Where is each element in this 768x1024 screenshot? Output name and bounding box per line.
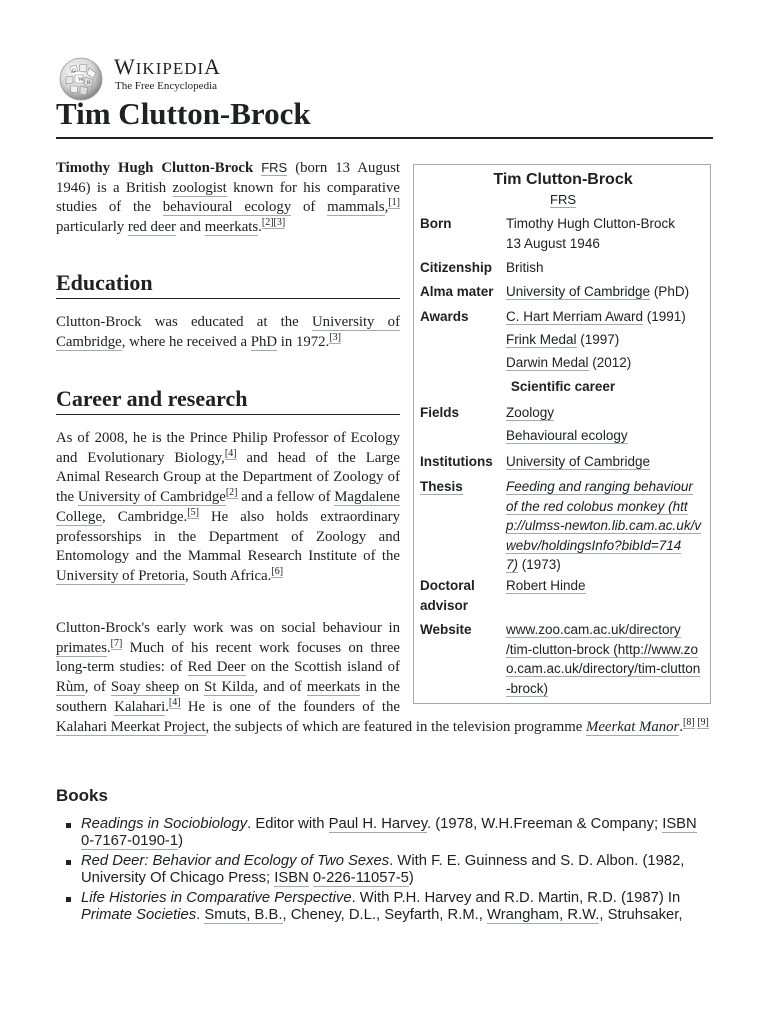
wikipedia-tagline: The Free Encyclopedia — [115, 80, 218, 92]
citation-4[interactable]: [4] — [168, 696, 181, 708]
frs-link[interactable]: FRS — [261, 160, 288, 175]
citation-4[interactable]: [4] — [224, 447, 237, 459]
list-item: Life Histories in Comparative Perspective. With P.H. Harvey and R.D. Martin, R.D. (1987) In Primate Societies. Smuts, B.B., Cheney, D.L., Seyfarth, R.M., Wrangham, R.W., Struhsaker, — [56, 890, 713, 924]
wikipedia-globe-icon — [56, 55, 106, 101]
isbn-link[interactable]: ISBN — [662, 816, 697, 832]
st-kilda-link[interactable]: St Kilda — [204, 679, 255, 696]
infobox-label-citizenship: Citizenship — [420, 260, 493, 275]
university-of-cambridge-link[interactable]: University of Cambridge — [56, 314, 401, 350]
infobox-frs-link[interactable]: FRS — [550, 192, 576, 207]
bullet-icon — [66, 897, 71, 902]
smuts-link[interactable]: Smuts, B.B. — [204, 907, 283, 923]
born-name: Timothy Hugh Clutton-Brock — [506, 216, 676, 231]
field-zoology-link[interactable]: Zoology — [506, 405, 555, 420]
zoologist-link[interactable]: zoologist — [172, 179, 227, 196]
mammals-link[interactable]: mammals — [327, 199, 385, 216]
scientific-career-header: Scientific career — [510, 379, 616, 394]
bullet-icon — [66, 860, 71, 865]
red-deer-link[interactable]: Red Deer — [187, 659, 246, 676]
soay-sheep-link[interactable]: Soay sheep — [110, 679, 180, 696]
institution-link[interactable]: University of Cambridge — [506, 454, 651, 469]
phd-link[interactable]: PhD — [250, 333, 278, 350]
thesis-label-link[interactable]: Thesis — [420, 479, 463, 494]
career-heading: Career and research — [56, 386, 248, 411]
citation-9[interactable]: [9] — [697, 716, 709, 728]
field-behavioural-ecology-link[interactable]: Behavioural ecology — [506, 428, 628, 443]
citation-3[interactable]: [3] — [273, 217, 286, 229]
infobox-title: Tim Clutton-Brock — [493, 171, 633, 188]
education-paragraph: Clutton-Brock was educated at the University of Cambridge, where he received a PhD in 1972.[3] — [56, 314, 401, 350]
citation-5[interactable]: [5] — [187, 506, 199, 518]
infobox-label-institutions: Institutions — [420, 454, 493, 469]
isbn-link[interactable]: ISBN — [274, 870, 309, 886]
citation-3[interactable]: [3] — [329, 331, 341, 343]
alma-mater-link[interactable]: University of Cambridge — [506, 284, 651, 299]
award-frink-link[interactable]: Frink Medal — [506, 332, 577, 347]
education-divider — [56, 298, 400, 299]
education-heading: Education — [56, 270, 153, 295]
thesis-link[interactable]: Feeding and ranging behaviour of the red colobus monkey (htt p://ulmss-newton.lib.cam.ac.uk/v webv/holdingsInfo?bibId=714 7) (1973) — [506, 479, 702, 572]
bullet-icon — [66, 823, 71, 828]
behavioural-ecology-link[interactable]: behavioural ecology — [162, 199, 292, 216]
career-paragraph-2: Clutton-Brock's early work was on social behaviour in primates.[7] Much of his recent work focuses on three long-term studies: of Red Deer on the Scottish island of Rùm, of Soay sheep on St Kilda, and of meerkats in the southern Kalahari.[4] He is one of the founders of the Kalahari Meerkat Project, the subjects of which are featured in the television programme Meerkat Manor.[8] [9] — [56, 619, 713, 737]
citation-1[interactable]: [1] — [388, 197, 400, 209]
intro-paragraph: Timothy Hugh Clutton-Brock FRS (born 13 August 1946) is a British zoologist known for his comparative studies of the behavioural ecology of mammals,[1] particularly red deer and meerkats.[2][3] — [56, 160, 401, 236]
svg-text:W: W — [78, 77, 84, 83]
list-item: Readings in Sociobiology. Editor with Paul H. Harvey. (1978, W.H.Freeman & Company; ISBN 0-7167-0190-1) — [56, 816, 713, 850]
paul-harvey-link[interactable]: Paul H. Harvey — [328, 816, 427, 832]
website-link[interactable]: www.zoo.cam.ac.uk/directory /tim-clutton-brock (http://www.zo o.cam.ac.uk/directory/tim-clutton -brock) — [506, 622, 701, 696]
red-deer-link[interactable]: red deer — [127, 219, 176, 236]
award-darwin-link[interactable]: Darwin Medal — [506, 355, 589, 370]
advisor-link[interactable]: Robert Hinde — [506, 578, 586, 593]
page-title: Tim Clutton-Brock — [56, 96, 311, 131]
university-of-cambridge-link[interactable]: University of Cambridge — [77, 489, 226, 506]
infobox: Tim Clutton-Brock FRS Born Timothy Hugh Clutton-Brock 13 August 1946 Citizenship British Alma mater University of Cambridge (PhD) Awards C. Hart Merriam Award (1991) Frink Medal (1997) Darwin Medal (2012) Scientific career Fields Zoology Behavioural ecology Institutions University of Cambridge Thesis Feeding and ranging behaviour of the red colobus monkey (htt p://ulmss-newton.lib.cam.ac.uk/v webv/holdingsInfo?bibId=714 7) (1973) Doctoral advisor Robert Hinde Website www.zoo.cam.ac.uk/directory /tim-clutton-brock (http://www.zo o.cam.ac.uk/directory/tim-clutton -brock) — [413, 164, 711, 704]
infobox-label-fields: Fields — [420, 405, 460, 420]
citizenship-value: British — [506, 260, 544, 275]
citation-6[interactable]: [6] — [271, 566, 284, 577]
kalahari-link[interactable]: Kalahari — [114, 698, 166, 715]
wikipedia-wordmark: WIKIPEDIA — [114, 54, 222, 79]
books-list — [56, 816, 713, 927]
infobox-label-awards: Awards — [420, 309, 469, 324]
career-paragraph-1: As of 2008, he is the Prince Philip Professor of Ecology and Evolutionary Biology,[4] and head of the Large Animal Research Group at the Department of Zoology of the University of Cambridge[2] and a fellow of Magdalene College, Cambridge.[5] He also holds extraordinary professorships in the Department of Zoology and Entomology and the Mammal Research Institute of the University of Pretoria, South Africa.[6] — [56, 430, 400, 584]
meerkat-manor-link[interactable]: Meerkat Manor — [586, 718, 680, 735]
infobox-label-alma-mater: Alma mater — [420, 284, 494, 299]
wrangham-link[interactable]: Wrangham, R.W. — [487, 907, 600, 923]
books-heading: Books — [56, 786, 108, 805]
born-date: 13 August 1946 — [506, 235, 600, 251]
infobox-label-born: Born — [420, 216, 452, 231]
infobox-label-website: Website — [420, 622, 472, 637]
list-item: Red Deer: Behavior and Ecology of Two Sexes. With F. E. Guinness and S. D. Albon. (1982, University Of Chicago Press; ISBN 0-226-11057-5) — [56, 853, 713, 887]
rum-link[interactable]: Rùm — [56, 679, 85, 696]
citation-8[interactable]: [8] — [683, 716, 695, 728]
meerkats-link[interactable]: meerkats — [204, 219, 259, 236]
career-divider — [56, 414, 400, 415]
magdalene-college-link[interactable]: Magdalene College — [56, 489, 400, 525]
svg-text:И: И — [87, 81, 91, 86]
subject-name: Timothy Hugh Clutton-Brock — [56, 160, 254, 176]
citation-2[interactable]: [2] — [225, 487, 238, 499]
citation-7[interactable]: [7] — [110, 637, 123, 649]
meerkats-link[interactable]: meerkats — [306, 679, 361, 696]
isbn-number-link[interactable]: 0-226-11057-5 — [312, 870, 409, 886]
kalahari-meerkat-project-link[interactable]: Kalahari Meerkat Project — [56, 718, 206, 735]
citation-2[interactable]: [2] — [261, 217, 274, 229]
isbn-number-link[interactable]: 0-7167-0190-1 — [81, 833, 179, 849]
university-of-pretoria-link[interactable]: University of Pretoria — [56, 567, 186, 584]
title-divider — [56, 137, 713, 139]
primates-link[interactable]: primates — [56, 639, 107, 656]
infobox-label-doctoral-advisor: Doctoral advisor — [420, 578, 475, 613]
award-merriam-link[interactable]: C. Hart Merriam Award — [506, 309, 644, 324]
svg-text:Ω: Ω — [72, 69, 76, 74]
